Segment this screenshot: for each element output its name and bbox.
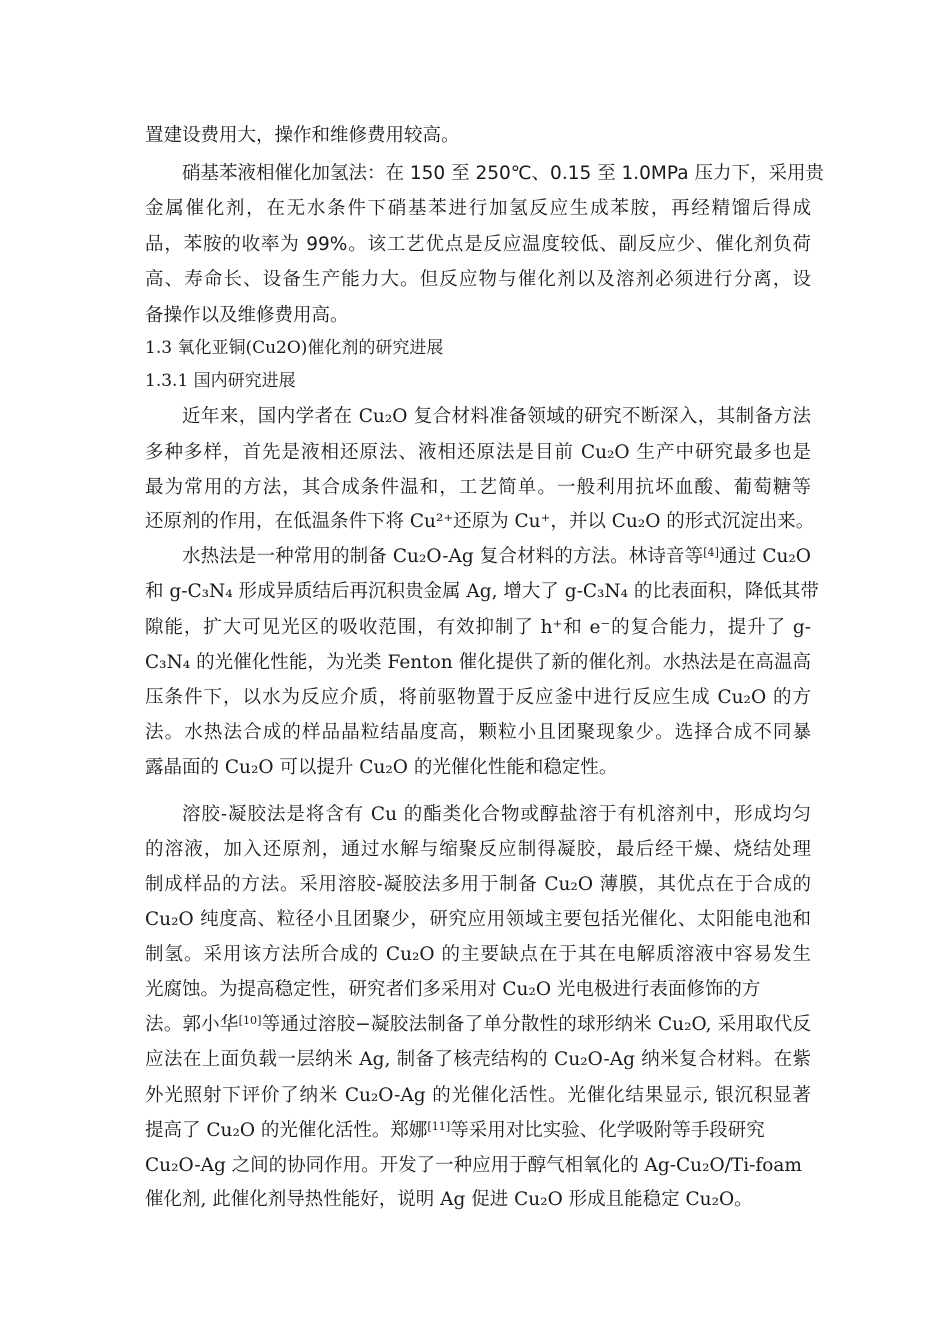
paragraph-3-line-2: 多种多样，首先是液相还原法、液相还原法是目前 Cu₂O 生产中研究最多也是 (145, 442, 811, 463)
paragraph-4-line-6: 法。水热法合成的样品晶粒结晶度高，颗粒小且团聚现象少。选择合成不同暴 (145, 722, 811, 743)
section-heading-1-3: 1.3 氧化亚铜(Cu2O)催化剂的研究进展 (145, 338, 444, 358)
paragraph-5-line-8: 应法在上面负载一层纳米 Ag, 制备了核壳结构的 Cu₂O-Ag 纳米复合材料。在紫 (145, 1049, 811, 1070)
paragraph-5-line-3: 制成样品的方法。采用溶胶-凝胶法多用于制备 Cu₂O 薄膜，其优点在于合成的 (145, 874, 811, 895)
paragraph-2-line-5: 备操作以及维修费用高。 (145, 305, 349, 326)
paragraph-4-line-2: 和 g-C₃N₄ 形成异质结后再沉积贵金属 Ag, 增大了 g-C₃N₄ 的比表面积，降低其带 (145, 581, 819, 602)
paragraph-5-line-9: 外光照射下评价了纳米 Cu₂O-Ag 的光催化活性。光催化结果显示, 银沉积显著 (145, 1085, 811, 1106)
paragraph-4-line-4: C₃N₄ 的光催化性能，为光类 Fenton 催化提供了新的催化剂。水热法是在高温高 (145, 652, 811, 673)
section-heading-1-3-1: 1.3.1 国内研究进展 (145, 371, 296, 391)
paragraph-5-line-11: Cu₂O-Ag 之间的协同作用。开发了一种应用于醇气相氧化的 Ag-Cu₂O/Ti-foam (145, 1155, 802, 1176)
paragraph-2-line-1: 硝基苯液相催化加氢法：在 150 至 250℃、0.15 至 1.0MPa 压力下，采用贵 (182, 163, 824, 184)
paragraph-5-line-7: 法。郭小华[10]等通过溶胶−凝胶法制备了单分散性的球形纳米 Cu₂O, 采用取代反 (145, 1013, 811, 1035)
paragraph-4-line-7: 露晶面的 Cu₂O 可以提升 Cu₂O 的光催化性能和稳定性。 (145, 757, 618, 778)
paragraph-3-line-3: 最为常用的方法，其合成条件温和，工艺简单。一般利用抗坏血酸、葡萄糖等 (145, 477, 811, 498)
paragraph-5-line-2: 的溶液，加入还原剂，通过水解与缩聚反应制得凝胶，最后经干燥、烧结处理 (145, 839, 811, 860)
paragraph-5-line-6: 光腐蚀。为提高稳定性，研究者们多采用对 Cu₂O 光电极进行表面修饰的方 (145, 979, 761, 1000)
paragraph-5-line-10: 提高了 Cu₂O 的光催化活性。郑娜[11]等采用对比实验、化学吸附等手段研究 (145, 1119, 765, 1141)
paragraph-2-line-4: 高、寿命长、设备生产能力大。但反应物与催化剂以及溶剂必须进行分离，设 (145, 269, 811, 290)
paragraph-4-line-5: 压条件下，以水为反应介质，将前驱物置于反应釜中进行反应生成 Cu₂O 的方 (145, 687, 811, 708)
paragraph-5-line-5: 制氢。采用该方法所合成的 Cu₂O 的主要缺点在于其在电解质溶液中容易发生 (145, 944, 811, 965)
paragraph-5-line-4: Cu₂O 纯度高、粒径小且团聚少，研究应用领域主要包括光催化、太阳能电池和 (145, 909, 811, 930)
paragraph-4-line-1: 水热法是一种常用的制备 Cu₂O-Ag 复合材料的方法。林诗音等[4]通过 Cu₂O (182, 545, 811, 567)
paragraph-3-line-1: 近年来，国内学者在 Cu₂O 复合材料准备领域的研究不断深入，其制备方法 (182, 406, 811, 427)
paragraph-2-line-2: 金属催化剂，在无水条件下硝基苯进行加氢反应生成苯胺，再经精馏后得成 (145, 198, 811, 219)
paragraph-5-line-12: 催化剂, 此催化剂导热性能好，说明 Ag 促进 Cu₂O 形成且能稳定 Cu₂O。 (145, 1189, 753, 1210)
paragraph-4-line-3: 隙能，扩大可见光区的吸收范围，有效抑制了 h⁺和 e⁻的复合能力，提升了 g- (145, 617, 811, 638)
paragraph-2-line-3: 品，苯胺的收率为 99%。该工艺优点是反应温度较低、副反应少、催化剂负荷 (145, 234, 811, 255)
paragraph-3-line-4: 还原剂的作用，在低温条件下将 Cu²⁺还原为 Cu⁺，并以 Cu₂O 的形式沉淀出来。 (145, 511, 815, 532)
paragraph-5-line-1: 溶胶-凝胶法是将含有 Cu 的酯类化合物或醇盐溶于有机溶剂中，形成均匀 (182, 804, 811, 825)
citation-11[interactable]: [11] (427, 1119, 451, 1133)
citation-10[interactable]: [10] (238, 1013, 262, 1027)
paragraph-1-line-1: 置建设费用大，操作和维修费用较高。 (145, 125, 460, 146)
citation-4[interactable]: [4] (703, 545, 719, 559)
